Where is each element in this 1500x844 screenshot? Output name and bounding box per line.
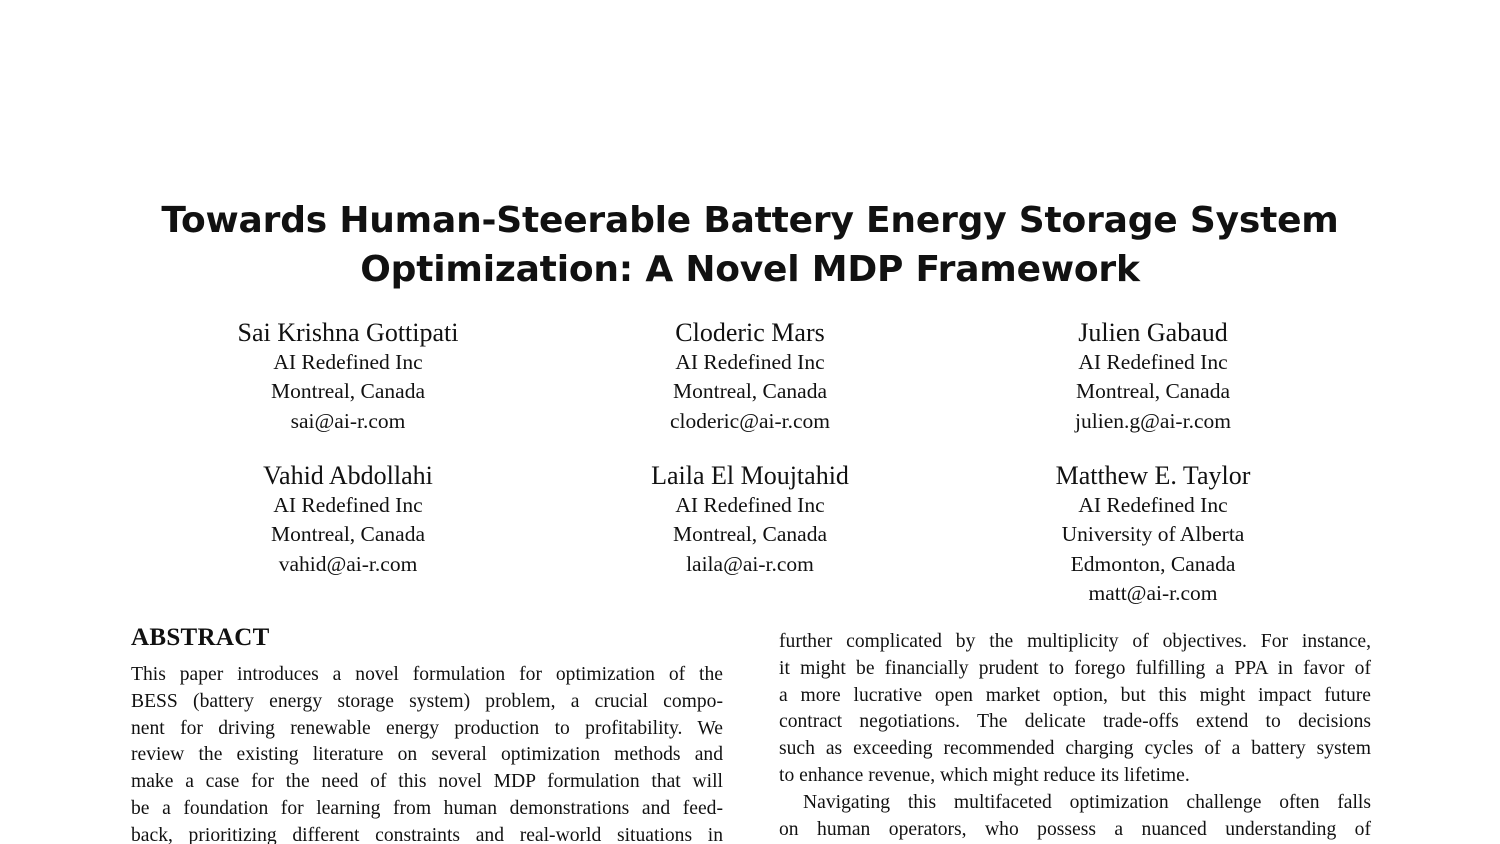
author-affiliation: AI Redefined Inc [1078,493,1228,517]
author-name: Matthew E. Taylor [1055,461,1251,490]
paragraph [779,790,1371,844]
text-line: such as exceeding recommended charging cycles of a battery system [779,738,1371,760]
author-affiliation: AI Redefined Inc [273,493,423,517]
title-line-2: Optimization: A Novel MDP Framework [360,249,1140,290]
author-name: Vahid Abdollahi [263,461,433,490]
paragraph [779,629,1371,790]
author-name: Julien Gabaud [1078,318,1228,347]
text-line: a more lucrative open market option, but this might impact future [779,684,1371,706]
abstract-line: make a case for the need of this novel MDP formulation that will [131,771,723,793]
abstract-line: nent for driving renewable energy production to profitability. We [131,717,723,739]
author-location: Edmonton, Canada [1070,551,1236,576]
text-line: contract negotiations. The delicate trade-offs extend to decisions [779,711,1371,733]
author-email: cloderic@ai-r.com [669,408,831,433]
right-column-body [779,629,1371,843]
author-block-5 [560,461,940,579]
author-block-2 [560,318,940,436]
author-email: vahid@ai-r.com [278,551,418,576]
author-email: matt@ai-r.com [1088,580,1218,605]
author-affiliation: AI Redefined Inc [675,493,825,517]
text-line: Navigating this multifaceted optimization challenge often falls [803,791,1371,813]
author-location: Montreal, Canada [270,522,426,547]
title-line-1: Towards Human-Steerable Battery Energy Storage System [161,200,1339,241]
author-location: Montreal, Canada [672,379,828,404]
author-email: julien.g@ai-r.com [1075,408,1231,433]
abstract-line: be a foundation for learning from human demonstrations and feed- [131,797,723,819]
abstract-line: This paper introduces a novel formulation for optimization of the [131,664,723,685]
author-affiliation-2: University of Alberta [1061,522,1245,547]
author-block-3 [963,318,1343,436]
text-line: further complicated by the multiplicity of objectives. For instance, [779,631,1371,652]
author-name: Laila El Moujtahid [651,461,849,490]
author-email: sai@ai-r.com [290,408,406,433]
author-block-4 [158,461,538,579]
author-location: Montreal, Canada [1075,379,1231,404]
author-block-6 [963,461,1343,608]
author-location: Montreal, Canada [672,522,828,547]
author-affiliation: AI Redefined Inc [273,350,423,374]
abstract-heading: ABSTRACT [131,624,270,651]
author-affiliation: AI Redefined Inc [675,350,825,374]
abstract-line: BESS (battery energy storage system) problem, a crucial compo- [131,690,723,712]
abstract-line: review the existing literature on several optimization methods and [131,744,723,766]
paper-title [0,196,1500,294]
author-block-1 [158,318,538,436]
author-email: laila@ai-r.com [686,551,814,576]
author-location: Montreal, Canada [270,379,426,404]
text-line: it might be financially prudent to forego fulfilling a PPA in favor of [779,657,1371,679]
abstract-line: back, prioritizing different constraints and real-world situations in [131,824,723,844]
author-name: Sai Krishna Gottipati [237,318,459,347]
author-name: Cloderic Mars [675,318,825,347]
author-affiliation: AI Redefined Inc [1078,350,1228,374]
text-line: to enhance revenue, which might reduce its lifetime. [779,764,1190,786]
abstract-body [131,662,723,844]
text-line: on human operators, who possess a nuanced understanding of [779,818,1371,840]
